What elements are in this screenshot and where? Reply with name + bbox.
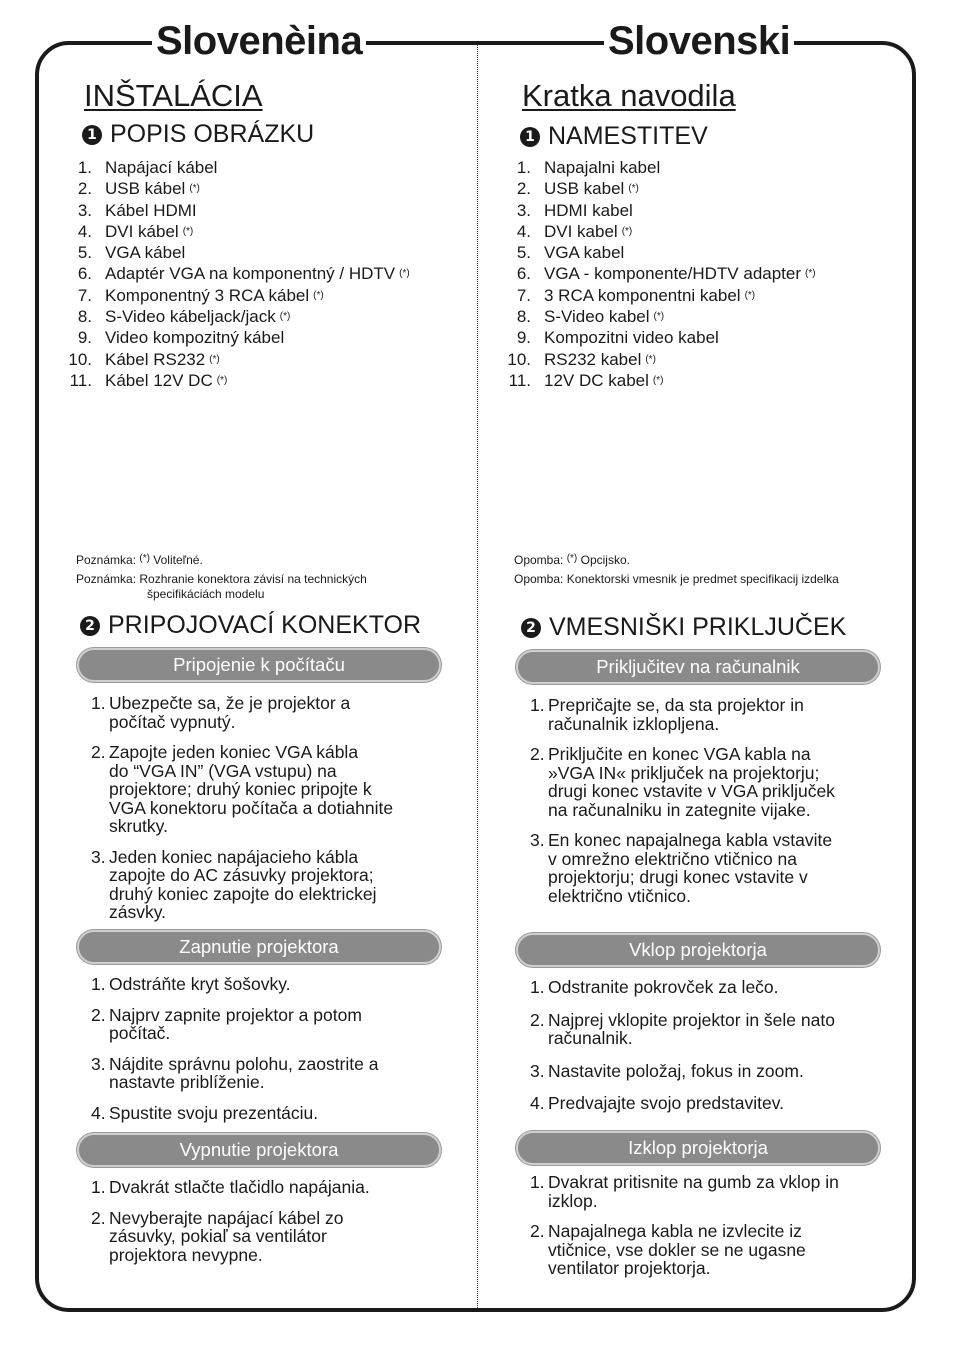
optional-mark: (*) xyxy=(313,289,324,301)
item-label: Kompozitni video kabel xyxy=(544,328,719,348)
step-text-line: VGA konektoru počítača a dotiahnite xyxy=(109,797,394,818)
step-number: 2. xyxy=(530,1009,545,1030)
left-language-title: Slovenèina xyxy=(152,18,366,64)
parts-list-item xyxy=(60,370,410,391)
step-number: 1. xyxy=(530,977,545,997)
section-number-badge: 2 xyxy=(80,616,100,636)
step-text xyxy=(109,1104,441,1123)
steps-power-off xyxy=(91,1178,441,1264)
step-text xyxy=(548,978,880,997)
step-text-line: nastavte priblíženie. xyxy=(109,1072,265,1092)
step-text-line: Jeden koniec napájacieho kábla xyxy=(109,846,359,867)
step-text xyxy=(109,1006,441,1043)
item-label: HDMI kabel xyxy=(544,200,633,220)
step-text xyxy=(548,831,880,905)
item-label: S-Video kabel xyxy=(544,307,650,327)
step-number: 1. xyxy=(530,695,545,715)
parts-list-item xyxy=(499,221,816,242)
note-optional: Opomba: (*) Opcijsko. xyxy=(514,553,630,567)
steps-power-on xyxy=(530,978,880,1113)
item-number: 6. xyxy=(77,264,92,284)
item-number: 6. xyxy=(516,264,531,284)
parts-list-item xyxy=(499,200,816,221)
parts-list-item xyxy=(499,370,816,391)
step-text-line: Zapojte jeden koniec VGA kábla xyxy=(109,742,359,762)
section-heading-parts xyxy=(82,120,314,149)
optional-mark: (*) xyxy=(209,353,220,365)
item-label: DVI kabel xyxy=(544,221,618,241)
section-title: VMESNIŠKI PRIKLJUČEK xyxy=(549,613,847,641)
steps-connect-pc xyxy=(91,694,441,922)
item-number: 2. xyxy=(77,179,92,199)
parts-list-item xyxy=(60,306,410,327)
step-text xyxy=(109,848,441,922)
step-text xyxy=(548,696,880,733)
step-text-line: računalnik. xyxy=(548,1028,633,1048)
step-text-line: v omrežno električno vtičnico na xyxy=(548,848,797,869)
optional-mark: (*) xyxy=(399,268,410,280)
note-optional: Poznámka: (*) Voliteľné. xyxy=(76,553,203,567)
parts-list-item xyxy=(60,349,410,370)
step-text-line: Odstranite pokrovček za lečo. xyxy=(548,977,779,997)
item-number: 1. xyxy=(77,158,92,177)
parts-list xyxy=(499,157,816,391)
optional-mark: (*) xyxy=(628,183,639,195)
step-text-line: projektore; druhý koniec pripojte k xyxy=(109,779,372,799)
step-number: 2. xyxy=(530,1221,545,1241)
step-number: 4. xyxy=(91,1102,106,1123)
step-item xyxy=(91,1209,441,1265)
item-label: Napajalni kabel xyxy=(544,158,661,177)
step-text-line: skrutky. xyxy=(109,816,168,836)
parts-list-item xyxy=(60,285,410,306)
item-number: 2. xyxy=(516,179,531,199)
step-text-line: Nevyberajte napájací kábel zo xyxy=(109,1207,344,1228)
step-item xyxy=(530,696,880,733)
step-text-line: Dvakrat pritisnite na gumb za vklop in xyxy=(548,1172,839,1192)
item-label: RS232 kabel xyxy=(544,349,642,369)
step-item xyxy=(91,848,441,922)
section-number-badge: 2 xyxy=(521,618,541,638)
optional-mark: (*) xyxy=(621,225,633,237)
step-text-line: projektora nevypne. xyxy=(109,1244,263,1265)
step-text-line: En konec napajalnega kabla vstavite xyxy=(548,830,833,850)
step-text xyxy=(548,1011,880,1048)
item-label: USB kábel xyxy=(105,179,186,199)
item-label: Komponentný 3 RCA kábel xyxy=(105,285,310,305)
optional-mark: (*) xyxy=(653,311,665,323)
section-number-badge: 1 xyxy=(82,125,102,145)
step-number: 3. xyxy=(530,1060,545,1081)
step-text-line: projektorju; drugi konec vstavite v xyxy=(548,867,808,887)
step-number: 1. xyxy=(91,1177,106,1197)
step-text-line: na računalniku in zategnite vijake. xyxy=(548,799,811,820)
step-text-line: Spustite svoju prezentáciu. xyxy=(109,1102,319,1123)
parts-list-item xyxy=(499,263,816,284)
parts-list-item xyxy=(60,263,410,284)
step-text-line: Nastavite položaj, fokus in zoom. xyxy=(548,1060,804,1081)
item-label: VGA kabel xyxy=(544,243,625,263)
main-heading: Kratka navodila xyxy=(522,78,736,113)
group-header-power-off: Vypnutie projektora xyxy=(77,1133,441,1167)
step-item xyxy=(91,1104,441,1123)
optional-mark: (*) xyxy=(189,183,200,195)
step-number: 2. xyxy=(91,742,106,762)
step-text xyxy=(109,694,441,731)
step-text-line: Ubezpečte sa, že je projektor a xyxy=(109,693,351,713)
slovenian-column xyxy=(438,0,858,1354)
section-heading-parts xyxy=(520,122,708,151)
step-item xyxy=(91,1178,441,1197)
steps-connect-pc xyxy=(530,696,880,905)
parts-list-item xyxy=(60,200,410,221)
item-number: 1. xyxy=(516,158,531,177)
note-interface: Opomba: Konektorski vmesnik je predmet specifikacij izdelka xyxy=(514,572,839,586)
step-number: 2. xyxy=(91,1207,106,1228)
parts-list-item xyxy=(60,178,410,199)
item-number: 4. xyxy=(77,221,92,241)
step-item xyxy=(530,1094,880,1113)
item-number: 9. xyxy=(516,328,531,348)
item-label: 12V DC kabel xyxy=(544,370,649,390)
step-text-line: Odstráňte kryt šošovky. xyxy=(109,974,291,994)
step-text-line: drugi konec vstavite v VGA priključek xyxy=(548,781,835,801)
item-number: 4. xyxy=(516,221,531,241)
step-item xyxy=(530,1222,880,1278)
item-number: 8. xyxy=(516,307,531,327)
step-item xyxy=(91,1055,441,1092)
step-item xyxy=(530,745,880,819)
optional-mark: (*) xyxy=(652,374,664,386)
step-text xyxy=(548,745,880,819)
optional-mark: (*) xyxy=(805,268,816,280)
parts-list-item xyxy=(60,327,410,348)
step-item xyxy=(91,975,441,994)
item-number: 10. xyxy=(68,349,92,369)
section-heading-connectors xyxy=(521,613,846,642)
step-text xyxy=(109,975,441,994)
section-title: POPIS OBRÁZKU xyxy=(110,120,315,148)
group-header-power-off: Izklop projektorja xyxy=(516,1131,880,1165)
step-text-line: zásuvky, pokiaľ sa ventilátor xyxy=(109,1226,327,1246)
step-number: 1. xyxy=(91,693,106,713)
step-text-line: počítač vypnutý. xyxy=(109,711,236,732)
step-number: 3. xyxy=(91,1053,106,1074)
item-number: 5. xyxy=(77,243,92,263)
parts-list-item xyxy=(499,242,816,263)
item-number: 11. xyxy=(69,370,92,390)
item-label: VGA kábel xyxy=(105,243,186,263)
step-item xyxy=(91,1006,441,1043)
step-text-line: zapojte do AC zásuvky projektora; xyxy=(109,865,374,885)
step-number: 3. xyxy=(91,846,106,867)
item-number: 11. xyxy=(508,370,531,390)
step-text-line: zásvky. xyxy=(109,902,167,922)
step-text xyxy=(548,1062,880,1081)
item-number: 7. xyxy=(77,285,92,305)
item-label: Adaptér VGA na komponentný / HDTV xyxy=(105,264,396,284)
steps-power-off xyxy=(530,1173,880,1278)
step-number: 3. xyxy=(530,830,545,850)
item-label: USB kabel xyxy=(544,179,625,199)
item-label: Video kompozitný kábel xyxy=(105,328,285,348)
step-number: 1. xyxy=(530,1172,545,1192)
note-interface: Poznámka: Rozhranie konektora závisí na technických špecifikáciách modelu xyxy=(76,572,367,601)
optional-mark: (*) xyxy=(744,289,756,301)
item-label: Kábel 12V DC xyxy=(105,370,213,390)
step-item xyxy=(91,694,441,731)
group-header-power-on: Vklop projektorja xyxy=(516,933,880,967)
item-label: DVI kábel xyxy=(105,221,179,241)
parts-list-item xyxy=(60,157,410,178)
step-text-line: izklop. xyxy=(548,1190,598,1211)
step-text-line: Priključite en konec VGA kabla na xyxy=(548,744,811,764)
step-item xyxy=(530,1011,880,1048)
step-text-line: Najprej vklopite projektor in šele nato xyxy=(548,1009,835,1030)
item-number: 3. xyxy=(77,200,92,220)
optional-mark: (*) xyxy=(279,311,291,323)
optional-mark: (*) xyxy=(645,353,656,365)
step-number: 4. xyxy=(530,1093,545,1113)
section-number-badge: 1 xyxy=(520,127,540,147)
section-title: PRIPOJOVACÍ KONEKTOR xyxy=(108,611,422,639)
group-header-power-on: Zapnutie projektora xyxy=(77,930,441,964)
slovak-column xyxy=(0,0,420,1354)
step-item xyxy=(530,978,880,997)
step-number: 2. xyxy=(530,744,545,764)
step-text-line: računalnik izklopljena. xyxy=(548,713,720,734)
item-number: 3. xyxy=(516,200,531,220)
item-number: 9. xyxy=(77,328,92,348)
step-item xyxy=(530,831,880,905)
optional-mark: (*) xyxy=(182,225,194,237)
item-number: 7. xyxy=(516,285,531,305)
item-number: 10. xyxy=(507,349,531,369)
step-number: 2. xyxy=(91,1004,106,1025)
item-number: 8. xyxy=(77,307,92,327)
step-text-line: Najprv zapnite projektor a potom xyxy=(109,1004,362,1025)
step-text xyxy=(109,1055,441,1092)
step-text-line: Prepričajte se, da sta projektor in xyxy=(548,695,804,715)
section-heading-connectors xyxy=(80,611,421,640)
step-item xyxy=(530,1173,880,1210)
step-text-line: Predvajajte svojo predstavitev. xyxy=(548,1093,785,1113)
parts-list-item xyxy=(499,327,816,348)
item-label: Kábel HDMI xyxy=(105,200,197,220)
parts-list-item xyxy=(499,178,816,199)
steps-power-on xyxy=(91,975,441,1122)
group-header-connect-pc: Priključitev na računalnik xyxy=(516,650,880,684)
section-title: NAMESTITEV xyxy=(548,122,708,150)
parts-list-item xyxy=(60,242,410,263)
item-number: 5. xyxy=(516,243,531,263)
parts-list-item xyxy=(499,285,816,306)
step-text-line: do “VGA IN” (VGA vstupu) na xyxy=(109,760,337,781)
step-text xyxy=(548,1173,880,1210)
right-language-title: Slovenski xyxy=(604,18,794,64)
parts-list-item xyxy=(499,306,816,327)
parts-list-item xyxy=(499,157,816,178)
item-label: VGA - komponente/HDTV adapter xyxy=(544,264,802,284)
step-text-line: električno vtičnico. xyxy=(548,885,691,906)
step-text-line: počítač. xyxy=(109,1023,171,1043)
item-label: S-Video kábeljack/jack xyxy=(105,307,276,327)
parts-list-item xyxy=(499,349,816,370)
step-text xyxy=(109,743,441,836)
optional-mark: (*) xyxy=(216,374,228,386)
step-item xyxy=(91,743,441,836)
step-text-line: vtičnice, vse dokler se ne ugasne xyxy=(548,1239,806,1260)
step-item xyxy=(530,1062,880,1081)
step-text-line: ventilator projektorja. xyxy=(548,1258,711,1278)
step-text-line: druhý koniec zapojte do elektrickej xyxy=(109,883,377,904)
step-text xyxy=(109,1209,441,1265)
step-text xyxy=(109,1178,441,1197)
main-heading: INŠTALÁCIA xyxy=(84,78,263,113)
step-text-line: Napajalnega kabla ne izvlecite iz xyxy=(548,1221,802,1241)
step-text-line: Dvakrát stlačte tlačidlo napájania. xyxy=(109,1177,370,1197)
step-text xyxy=(548,1222,880,1278)
step-text-line: »VGA IN« priključek na projektorju; xyxy=(548,762,820,783)
step-text-line: Nájdite správnu polohu, zaostrite a xyxy=(109,1053,379,1074)
item-label: Napájací kábel xyxy=(105,158,218,177)
item-label: Kábel RS232 xyxy=(105,349,206,369)
item-label: 3 RCA komponentni kabel xyxy=(544,285,741,305)
step-number: 1. xyxy=(91,974,106,994)
parts-list xyxy=(60,157,410,391)
group-header-connect-pc: Pripojenie k počítaču xyxy=(77,648,441,682)
step-text xyxy=(548,1094,880,1113)
parts-list-item xyxy=(60,221,410,242)
